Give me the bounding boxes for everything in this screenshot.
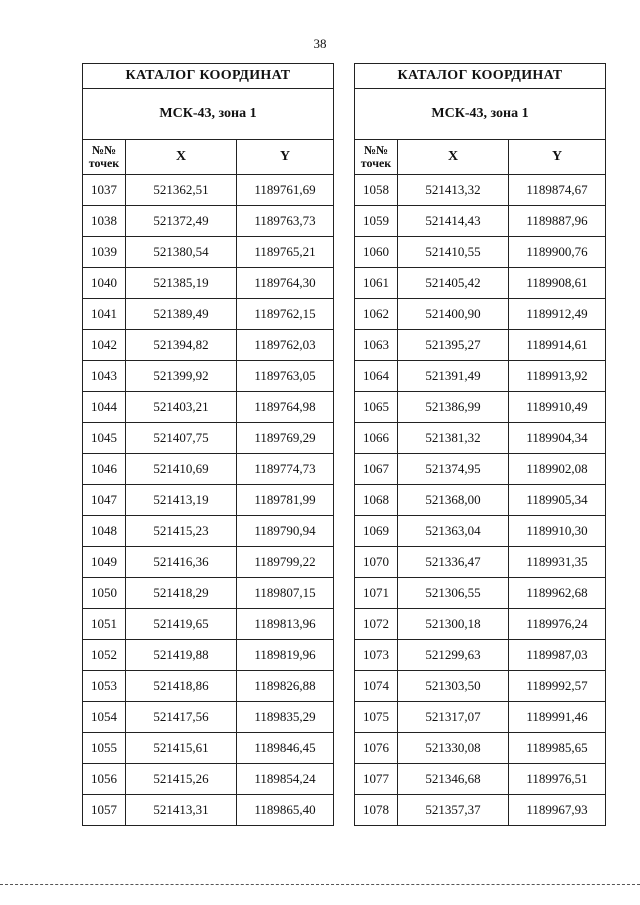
point-number-cell: 1075 (355, 702, 398, 733)
point-number-cell: 1058 (355, 175, 398, 206)
table-row (355, 361, 606, 392)
y-coordinate-cell: 1189763,73 (237, 206, 334, 237)
y-coordinate-cell: 1189913,92 (509, 361, 606, 392)
x-coordinate-cell: 521385,19 (126, 268, 237, 299)
table-row (355, 671, 606, 702)
table-row (355, 237, 606, 268)
table-row (83, 237, 334, 268)
table-row (355, 206, 606, 237)
table-row (83, 795, 334, 826)
x-coordinate-cell: 521407,75 (126, 423, 237, 454)
point-number-cell: 1052 (83, 640, 126, 671)
column-header-y: Y (509, 140, 606, 175)
y-coordinate-cell: 1189985,65 (509, 733, 606, 764)
x-coordinate-cell: 521415,61 (126, 733, 237, 764)
y-coordinate-cell: 1189992,57 (509, 671, 606, 702)
catalog-subtitle: МСК-43, зона 1 (355, 89, 606, 140)
x-coordinate-cell: 521317,07 (398, 702, 509, 733)
column-header-point-number: №№ точек (83, 140, 126, 175)
table-row (355, 516, 606, 547)
y-coordinate-cell: 1189962,68 (509, 578, 606, 609)
y-coordinate-cell: 1189865,40 (237, 795, 334, 826)
x-coordinate-cell: 521410,55 (398, 237, 509, 268)
x-coordinate-cell: 521386,99 (398, 392, 509, 423)
x-coordinate-cell: 521394,82 (126, 330, 237, 361)
x-coordinate-cell: 521400,90 (398, 299, 509, 330)
table-row (355, 299, 606, 330)
y-coordinate-cell: 1189931,35 (509, 547, 606, 578)
x-coordinate-cell: 521417,56 (126, 702, 237, 733)
column-header-y: Y (237, 140, 334, 175)
x-coordinate-cell: 521346,68 (398, 764, 509, 795)
y-coordinate-cell: 1189910,49 (509, 392, 606, 423)
x-coordinate-cell: 521362,51 (126, 175, 237, 206)
table-row (83, 733, 334, 764)
point-number-cell: 1051 (83, 609, 126, 640)
y-coordinate-cell: 1189912,49 (509, 299, 606, 330)
point-number-cell: 1042 (83, 330, 126, 361)
y-coordinate-cell: 1189902,08 (509, 454, 606, 485)
x-coordinate-cell: 521330,08 (398, 733, 509, 764)
bottom-divider (0, 884, 640, 885)
x-coordinate-cell: 521413,31 (126, 795, 237, 826)
x-coordinate-cell: 521413,32 (398, 175, 509, 206)
table-row (83, 423, 334, 454)
y-coordinate-cell: 1189900,76 (509, 237, 606, 268)
point-number-cell: 1043 (83, 361, 126, 392)
table-row (355, 330, 606, 361)
x-coordinate-cell: 521300,18 (398, 609, 509, 640)
y-coordinate-cell: 1189987,03 (509, 640, 606, 671)
table-row (83, 516, 334, 547)
table-row (355, 640, 606, 671)
point-number-cell: 1045 (83, 423, 126, 454)
x-coordinate-cell: 521368,00 (398, 485, 509, 516)
y-coordinate-cell: 1189781,99 (237, 485, 334, 516)
x-coordinate-cell: 521303,50 (398, 671, 509, 702)
x-coordinate-cell: 521336,47 (398, 547, 509, 578)
table-row (83, 268, 334, 299)
table-row (355, 454, 606, 485)
table-row (83, 454, 334, 485)
x-coordinate-cell: 521414,43 (398, 206, 509, 237)
table-row (83, 175, 334, 206)
point-number-cell: 1076 (355, 733, 398, 764)
y-coordinate-cell: 1189761,69 (237, 175, 334, 206)
column-header-point-number: №№ точек (355, 140, 398, 175)
coordinate-catalog-left (82, 63, 334, 826)
table-row (355, 423, 606, 454)
table-row (355, 578, 606, 609)
y-coordinate-cell: 1189826,88 (237, 671, 334, 702)
x-coordinate-cell: 521418,29 (126, 578, 237, 609)
y-coordinate-cell: 1189790,94 (237, 516, 334, 547)
catalog-title: КАТАЛОГ КООРДИНАТ (355, 64, 606, 89)
x-coordinate-cell: 521418,86 (126, 671, 237, 702)
table-row (83, 361, 334, 392)
x-coordinate-cell: 521415,26 (126, 764, 237, 795)
y-coordinate-cell: 1189799,22 (237, 547, 334, 578)
x-coordinate-cell: 521403,21 (126, 392, 237, 423)
table-row (83, 578, 334, 609)
y-coordinate-cell: 1189904,34 (509, 423, 606, 454)
x-coordinate-cell: 521374,95 (398, 454, 509, 485)
point-number-cell: 1053 (83, 671, 126, 702)
y-coordinate-cell: 1189769,29 (237, 423, 334, 454)
y-coordinate-cell: 1189819,96 (237, 640, 334, 671)
y-coordinate-cell: 1189765,21 (237, 237, 334, 268)
point-number-cell: 1065 (355, 392, 398, 423)
table-row (83, 702, 334, 733)
point-number-cell: 1078 (355, 795, 398, 826)
y-coordinate-cell: 1189764,98 (237, 392, 334, 423)
coordinate-catalog-right (354, 63, 606, 826)
table-row (83, 392, 334, 423)
catalog-subtitle: МСК-43, зона 1 (83, 89, 334, 140)
point-number-cell: 1037 (83, 175, 126, 206)
point-number-cell: 1059 (355, 206, 398, 237)
point-number-cell: 1063 (355, 330, 398, 361)
x-coordinate-cell: 521410,69 (126, 454, 237, 485)
y-coordinate-cell: 1189976,24 (509, 609, 606, 640)
point-number-cell: 1073 (355, 640, 398, 671)
point-number-cell: 1048 (83, 516, 126, 547)
x-coordinate-cell: 521416,36 (126, 547, 237, 578)
point-number-cell: 1038 (83, 206, 126, 237)
point-number-cell: 1047 (83, 485, 126, 516)
x-coordinate-cell: 521389,49 (126, 299, 237, 330)
point-number-cell: 1071 (355, 578, 398, 609)
catalog-title: КАТАЛОГ КООРДИНАТ (83, 64, 334, 89)
x-coordinate-cell: 521419,88 (126, 640, 237, 671)
y-coordinate-cell: 1189846,45 (237, 733, 334, 764)
y-coordinate-cell: 1189910,30 (509, 516, 606, 547)
point-number-cell: 1039 (83, 237, 126, 268)
y-coordinate-cell: 1189835,29 (237, 702, 334, 733)
point-number-cell: 1069 (355, 516, 398, 547)
point-number-cell: 1060 (355, 237, 398, 268)
table-row (355, 485, 606, 516)
table-row (83, 764, 334, 795)
y-coordinate-cell: 1189763,05 (237, 361, 334, 392)
x-coordinate-cell: 521299,63 (398, 640, 509, 671)
x-coordinate-cell: 521415,23 (126, 516, 237, 547)
table-row (83, 671, 334, 702)
y-coordinate-cell: 1189854,24 (237, 764, 334, 795)
y-coordinate-cell: 1189967,93 (509, 795, 606, 826)
point-number-cell: 1072 (355, 609, 398, 640)
x-coordinate-cell: 521405,42 (398, 268, 509, 299)
point-number-cell: 1054 (83, 702, 126, 733)
point-number-cell: 1040 (83, 268, 126, 299)
point-number-cell: 1064 (355, 361, 398, 392)
table-row (83, 330, 334, 361)
x-coordinate-cell: 521399,92 (126, 361, 237, 392)
point-number-cell: 1066 (355, 423, 398, 454)
point-number-cell: 1074 (355, 671, 398, 702)
x-coordinate-cell: 521363,04 (398, 516, 509, 547)
point-number-cell: 1070 (355, 547, 398, 578)
point-number-cell: 1044 (83, 392, 126, 423)
x-coordinate-cell: 521395,27 (398, 330, 509, 361)
table-row (83, 299, 334, 330)
x-coordinate-cell: 521381,32 (398, 423, 509, 454)
table-row (83, 609, 334, 640)
table-row (355, 764, 606, 795)
table-row (83, 547, 334, 578)
point-number-cell: 1049 (83, 547, 126, 578)
point-number-cell: 1057 (83, 795, 126, 826)
y-coordinate-cell: 1189774,73 (237, 454, 334, 485)
point-number-cell: 1068 (355, 485, 398, 516)
page-number: 38 (313, 36, 327, 51)
y-coordinate-cell: 1189887,96 (509, 206, 606, 237)
table-row (355, 733, 606, 764)
x-coordinate-cell: 521419,65 (126, 609, 237, 640)
x-coordinate-cell: 521357,37 (398, 795, 509, 826)
y-coordinate-cell: 1189976,51 (509, 764, 606, 795)
y-coordinate-cell: 1189874,67 (509, 175, 606, 206)
y-coordinate-cell: 1189813,96 (237, 609, 334, 640)
table-row (83, 206, 334, 237)
table-row (355, 392, 606, 423)
table-row (83, 640, 334, 671)
x-coordinate-cell: 521372,49 (126, 206, 237, 237)
table-row (355, 547, 606, 578)
x-coordinate-cell: 521380,54 (126, 237, 237, 268)
point-number-cell: 1067 (355, 454, 398, 485)
point-number-cell: 1077 (355, 764, 398, 795)
y-coordinate-cell: 1189762,15 (237, 299, 334, 330)
table-row (83, 485, 334, 516)
column-header-x: X (126, 140, 237, 175)
point-number-cell: 1041 (83, 299, 126, 330)
y-coordinate-cell: 1189807,15 (237, 578, 334, 609)
table-row (355, 795, 606, 826)
point-number-cell: 1061 (355, 268, 398, 299)
y-coordinate-cell: 1189991,46 (509, 702, 606, 733)
y-coordinate-cell: 1189762,03 (237, 330, 334, 361)
table-row (355, 702, 606, 733)
table-row (355, 609, 606, 640)
y-coordinate-cell: 1189905,34 (509, 485, 606, 516)
point-number-cell: 1056 (83, 764, 126, 795)
table-row (355, 175, 606, 206)
y-coordinate-cell: 1189764,30 (237, 268, 334, 299)
point-number-cell: 1050 (83, 578, 126, 609)
point-number-cell: 1062 (355, 299, 398, 330)
x-coordinate-cell: 521413,19 (126, 485, 237, 516)
table-row (355, 268, 606, 299)
y-coordinate-cell: 1189914,61 (509, 330, 606, 361)
y-coordinate-cell: 1189908,61 (509, 268, 606, 299)
column-header-x: X (398, 140, 509, 175)
point-number-cell: 1055 (83, 733, 126, 764)
x-coordinate-cell: 521306,55 (398, 578, 509, 609)
x-coordinate-cell: 521391,49 (398, 361, 509, 392)
point-number-cell: 1046 (83, 454, 126, 485)
